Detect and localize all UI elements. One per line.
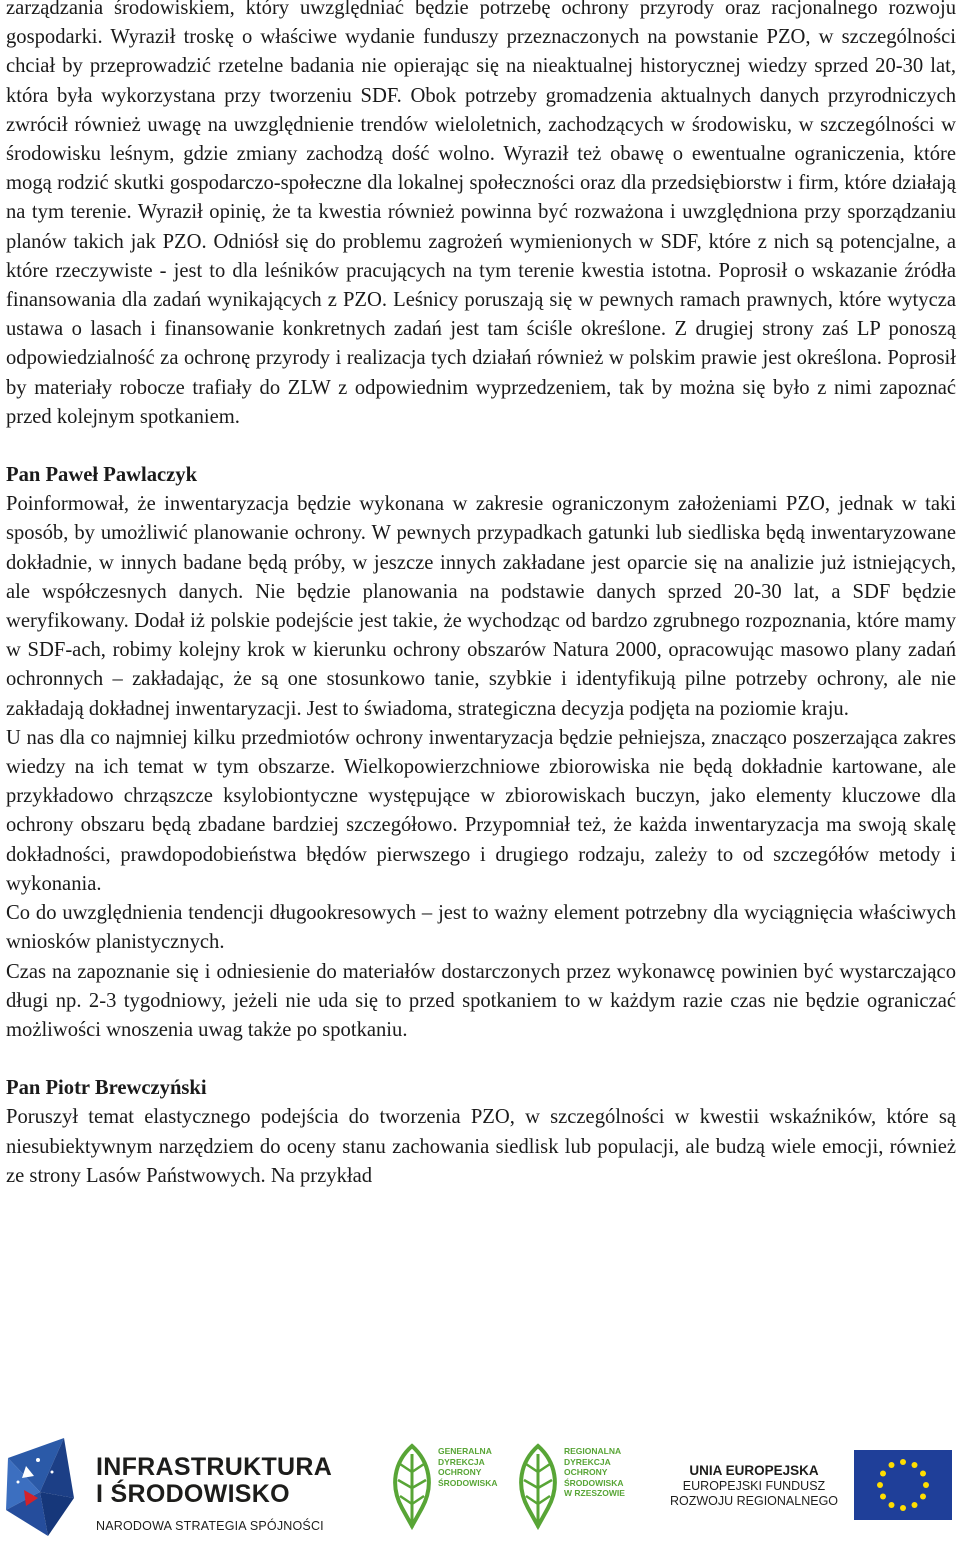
- is-title-line2: I ŚRODOWISKO: [96, 1480, 290, 1508]
- paragraph-pawlaczyk-3: Co do uwzględnienia tendencji długookresowych – jest to ważny element potrzebny dla wyciągnięcia właściwych wniosków planistycznych.: [6, 902, 956, 954]
- footer-logos: [0, 1430, 960, 1540]
- paragraph-pawlaczyk-1: Poinformował, że inwentaryzacja będzie wykonana w zakresie ograniczonym założeniami PZO, jednak w taki sposób, by umożliwić planowanie ochrony. W pewnych przypadkach gatunki lub siedliska będą inwentaryzowane dokładnie, w innych badane będą próby, w jeszcze innych zakładane jest oparcie się na analizie już istniejących, ale współczesnych danych. Nie będzie planowania na podstawie danych sprzed 20-30 lat, a SDF będzie weryfikowany. Dodał iż polskie podejście jest takie, że wychodząc od bardzo zgrubnego rozpoznania, które mamy w SDF-ach, robimy kolejny krok w kierunku ochrony obszarów Natura 2000, opracowując masowo plany zadań ochronnych – zakładając, że są one stosunkowo tanie, szybkie i identyfikują pilne potrzeby ochrony, ale nie zakładają dokładnej inwentaryzacji. Jest to świadoma, strategiczna decyzja podjęta na poziomie kraju.: [6, 493, 956, 720]
- gdos-text: GENERALNA DYREKCJA OCHRONY ŚRODOWISKA: [438, 1446, 498, 1488]
- eu-line1: UNIA EUROPEJSKA: [689, 1463, 819, 1478]
- leaf-icon: [514, 1442, 562, 1532]
- infrastruktura-srodowisko-logo: [4, 1432, 344, 1538]
- paragraph-brewczynski-1: Poruszył temat elastycznego podejścia do tworzenia PZO, w szczególności w kwestii wskaźników, które są niesubiektywnym narzędziem do oceny stanu zachowania siedlisk lub populacji, ale budzą wiele emocji, również ze strony Lasów Państwowych. Na przykład: [6, 1106, 956, 1187]
- rdos-rzeszow-text: REGIONALNA DYREKCJA OCHRONY ŚRODOWISKA W RZESZOWIE: [564, 1446, 625, 1498]
- is-title-line1: INFRASTRUKTURA: [96, 1453, 333, 1481]
- rdos-rzeszow-logo: [514, 1442, 632, 1532]
- gdos-logo: [388, 1442, 506, 1532]
- nss-star-icon: [4, 1432, 92, 1538]
- eu-line3: ROZWOJU REGIONALNEGO: [669, 1494, 839, 1508]
- eu-line2: EUROPEJSKI FUNDUSZ: [682, 1479, 826, 1493]
- leaf-icon: [388, 1442, 436, 1532]
- is-title: [96, 1454, 332, 1508]
- paragraph-pawlaczyk-2: U nas dla co najmniej kilku przedmiotów ochrony inwentaryzacja będzie pełniejsza, znacząco poszerzająca zakres wiedzy na ich temat w tym obszarze. Wielkopowierzchniowe zbiorowiska nie będą dokładnie kartowane, ale przykładowo chrząszcze ksylobiontyczne występujące w zbiorowiskach buczyn, jako elementy kluczowe dla ochrony obszaru będą zbadane bardziej szczegółowo. Przypomniał też, że każda inwentaryzacja ma swoją skalę dokładności, prawdopodobieństwa błędów pierwszego i drugiego rodzaju, zależy to od szczegółów metody i wykonania.: [6, 726, 956, 895]
- document-page: [6, 0, 956, 1191]
- eu-text: [664, 1462, 844, 1509]
- paragraph-pawlaczyk-4: Czas na zapoznanie się i odniesienie do materiałów dostarczonych przez wykonawcę powinien być wystarczająco długi np. 2-3 tygodniowy, jeżeli nie uda się to przed spotkaniem to w każdym razie czas nie będzie ograniczać możliwości wnoszenia uwag także po spotkaniu.: [6, 960, 956, 1041]
- speaker-heading-brewczynski: Pan Piotr Brewczyński: [6, 1077, 207, 1100]
- is-subtitle: NARODOWA STRATEGIA SPÓJNOŚCI: [96, 1519, 324, 1533]
- eu-flag-icon: [854, 1450, 952, 1520]
- speaker-heading-pawlaczyk: Pan Paweł Pawlaczyk: [6, 464, 198, 487]
- eu-logo: [664, 1448, 956, 1538]
- paragraph-intro: zarządzania środowiskiem, który uwzględniać będzie potrzebę ochrony przyrody oraz racjonalnego rozwoju gospodarki. Wyraził troskę o właściwe wydanie funduszy przeznaczonych na powstanie PZO, w szczególności chciał by przeprowadzić rzetelne badania nie opierając się na nieaktualnej historycznej wiedzy sprzed 20-30 lat, która była wykorzystana przy tworzeniu SDF. Obok potrzeby gromadzenia aktualnych danych przyrodniczych zwrócił również uwagę na uwzględnienie trendów wieloletnich, zachodzących w środowisku, w szczególności w środowisku leśnym, gdzie zmiany zachodzą dość wolno. Wyraził też obawę o ewentualne ograniczenia, które mogą rodzić skutki gospodarczo-społeczne dla lokalnej społeczności oraz dla przedsiębiorstw i firm, które działają na tym terenie. Wyraził opinię, że ta kwestia również powinna być rozważona i uwzględniona przy sporządzaniu planów takich jak PZO. Odniósł się do problemu zagrożeń wymienionych w SDF, które z nich są potencjalne, a które rzeczywiste - jest to dla leśników pracujących na tym terenie kwestia istotna. Poprosił o wskazanie źródła finansowania dla zadań wynikających z PZO. Leśnicy poruszają się w pewnych ramach prawnych, które wytycza ustawa o lasach i finansowanie konkretnych zadań jest tam ściśle określone. Z drugiej strony zaś LP ponoszą odpowiedzialność za ochronę przyrody i realizacja tych działań również w polskim prawie jest określona. Poprosił by materiały robocze trafiały do ZLW z odpowiednim wyprzedzeniem, tak by można się było z nimi zapoznać przed kolejnym spotkaniem.: [6, 0, 956, 428]
